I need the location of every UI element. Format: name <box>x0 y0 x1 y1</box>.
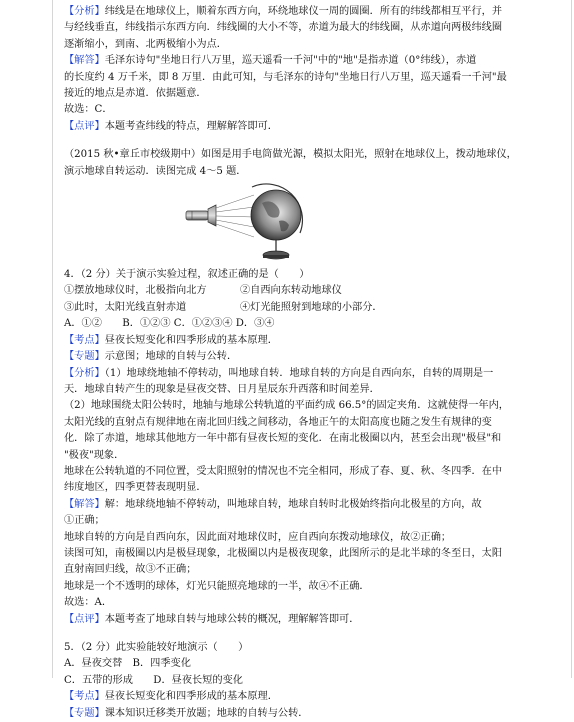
q4-options-row-2 <box>64 300 560 316</box>
flashlight-globe-illustration <box>184 181 314 265</box>
q5-point: 【考点】昼夜长短变化和四季形成的基本原理． <box>64 691 278 703</box>
q3-solution-line-2: 的长度约 4 万千米，即 8 万里．由此可知，与毛泽东的诗句"坐地日行八万里，巡天遥看一千河"最 <box>64 71 507 83</box>
q4-analysis-line-5: 化．除了赤道，地球其他地方一年中都有昼夜长短的变化．在南北极圈以内，甚至会出现"极昼"和 <box>64 433 502 445</box>
q5-topic: 【专题】课本知识迁移类开放题；地球的自转与公转． <box>64 707 309 719</box>
figure-flashlight-globe <box>64 181 560 265</box>
group-intro-line-1: （2015 秋•章丘市校级期中）如图是用手电筒做光源，模拟太阳光，照射在地球仪上，拨动地球仪， <box>64 149 517 161</box>
q4-option-2: ②自西向东转动地球仪 <box>240 285 342 297</box>
page-edge-right <box>571 0 572 678</box>
q4-choices: A．①② B．①②③ C．①②③④ D．③④ <box>64 318 275 330</box>
q4-analysis-line-6: "极夜"现象． <box>64 449 125 461</box>
q4-analysis-line-7: 地球在公转轨道的不同位置，受太阳照射的情况也不完全相同，形成了春、夏、秋、冬四季．在中 <box>64 465 503 477</box>
q3-analysis-line-3: 逐渐缩小，到南、北两极缩小为点． <box>64 38 227 50</box>
comment-tag: 【点评】 <box>64 613 105 625</box>
comment-tag: 【点评】 <box>64 120 105 132</box>
q4-stem: 4．（2 分）关于演示实验过程，叙述正确的是（ ） <box>64 269 310 281</box>
solution-tag: 【解答】 <box>64 55 105 67</box>
q4-analysis-line-3: （2）地球围绕太阳公转时，地轴与地球公转轨道的平面约成 66.5°的固定夹角．这就使得一年内， <box>64 400 509 412</box>
point-tag: 【考点】 <box>64 691 105 703</box>
topic-tag: 【专题】 <box>64 707 105 719</box>
q4-comment: 【点评】本题考查了地球自转与地球公转的概况，理解解答即可． <box>64 613 360 625</box>
q4-point: 【考点】昼夜长短变化和四季形成的基本原理． <box>64 334 278 346</box>
q4-solution-line-5: 直射南回归线，故③不正确； <box>64 564 197 576</box>
page-edge-left <box>52 0 53 678</box>
point-tag: 【考点】 <box>64 334 105 346</box>
q4-option-3: ③此时，太阳光线直射赤道 <box>64 301 187 313</box>
q4-analysis-line-1: 【分析】（1）地球绕地轴不停转动，叫地球自转．地球自转的方向是自西向东，自转的周期是一 <box>64 367 494 379</box>
q4-option-4: ④灯光能照射到地球的小部分． <box>240 301 383 313</box>
group-intro-line-2: 演示地球自转运动．读图完成 4～5 题． <box>64 165 247 177</box>
q4-options-row-1 <box>64 283 560 299</box>
q4-analysis-line-4: 太阳光线的直射点有规律地在南北回归线之间移动，各地正午的太阳高度也随之发生有规律的变 <box>64 416 492 428</box>
q4-solution-line-2: ①正确； <box>64 515 105 527</box>
q5-option-c-d: C．五带的形成 D．昼夜长短的变化 <box>64 674 243 686</box>
solution-tag: 【解答】 <box>64 498 105 510</box>
q5-option-a-b: A．昼夜交替 B．四季变化 <box>64 658 191 670</box>
q4-answer: 故选：A． <box>64 597 113 609</box>
analysis-tag: 【分析】 <box>64 367 105 379</box>
q3-answer: 故选：C． <box>64 104 113 116</box>
q3-analysis-line-2: 与经线垂直，纬线指示东西方向．纬线圈的大小不等，赤道为最大的纬线圈，从赤道向两极纬线圈 <box>64 22 503 34</box>
light-rays <box>216 195 254 237</box>
globe-icon <box>251 184 302 259</box>
q4-analysis-line-8: 纬度地区，四季更替表现明显． <box>64 482 207 494</box>
q3-comment: 【点评】本题考查纬线的特点，理解解答即可． <box>64 120 278 132</box>
q5-stem: 5．（2 分）此实验能较好地演示（ ） <box>64 642 249 653</box>
flashlight-icon <box>186 205 216 226</box>
q4-analysis-line-2: 天．地球自转产生的现象是昼夜交替、日月星辰东升西落和时间差异． <box>64 383 380 395</box>
q3-analysis-line-1: 【分析】纬线是在地球仪上，顺着东西方向，环绕地球仪一周的圆圈．所有的纬线都相互平行，并 <box>64 6 503 17</box>
q3-solution-line-1: 【解答】毛泽东诗句"坐地日行八万里，巡天遥看一千河"中的"地"是指赤道（0°纬线），赤道 <box>64 55 477 67</box>
q4-solution-line-1: 【解答】解：地球绕地轴不停转动，叫地球自转，地球自转时北极始终指向北极星的方向，故 <box>64 498 482 510</box>
q4-solution-line-3: 地球自转的方向是自西向东，因此面对地球仪时，应自西向东拨动地球仪，故②正确； <box>64 531 452 543</box>
document-content <box>64 4 560 722</box>
q4-option-1: ①摆放地球仪时，北极指向北方 <box>64 285 207 297</box>
q4-solution-line-4: 读图可知，南极圈以内是极昼现象，北极圈以内是极夜现象，此图所示的是北半球的冬至日，太阳 <box>64 547 503 559</box>
topic-tag: 【专题】 <box>64 351 105 363</box>
q4-solution-line-6: 地球是一个不透明的球体，灯光只能照亮地球的一半，故④不正确． <box>64 580 370 592</box>
analysis-tag: 【分析】 <box>64 6 105 17</box>
q3-solution-line-3: 接近的地点是赤道．依据题意． <box>64 88 207 100</box>
q4-topic: 【专题】示意图；地球的自转与公转． <box>64 351 238 363</box>
